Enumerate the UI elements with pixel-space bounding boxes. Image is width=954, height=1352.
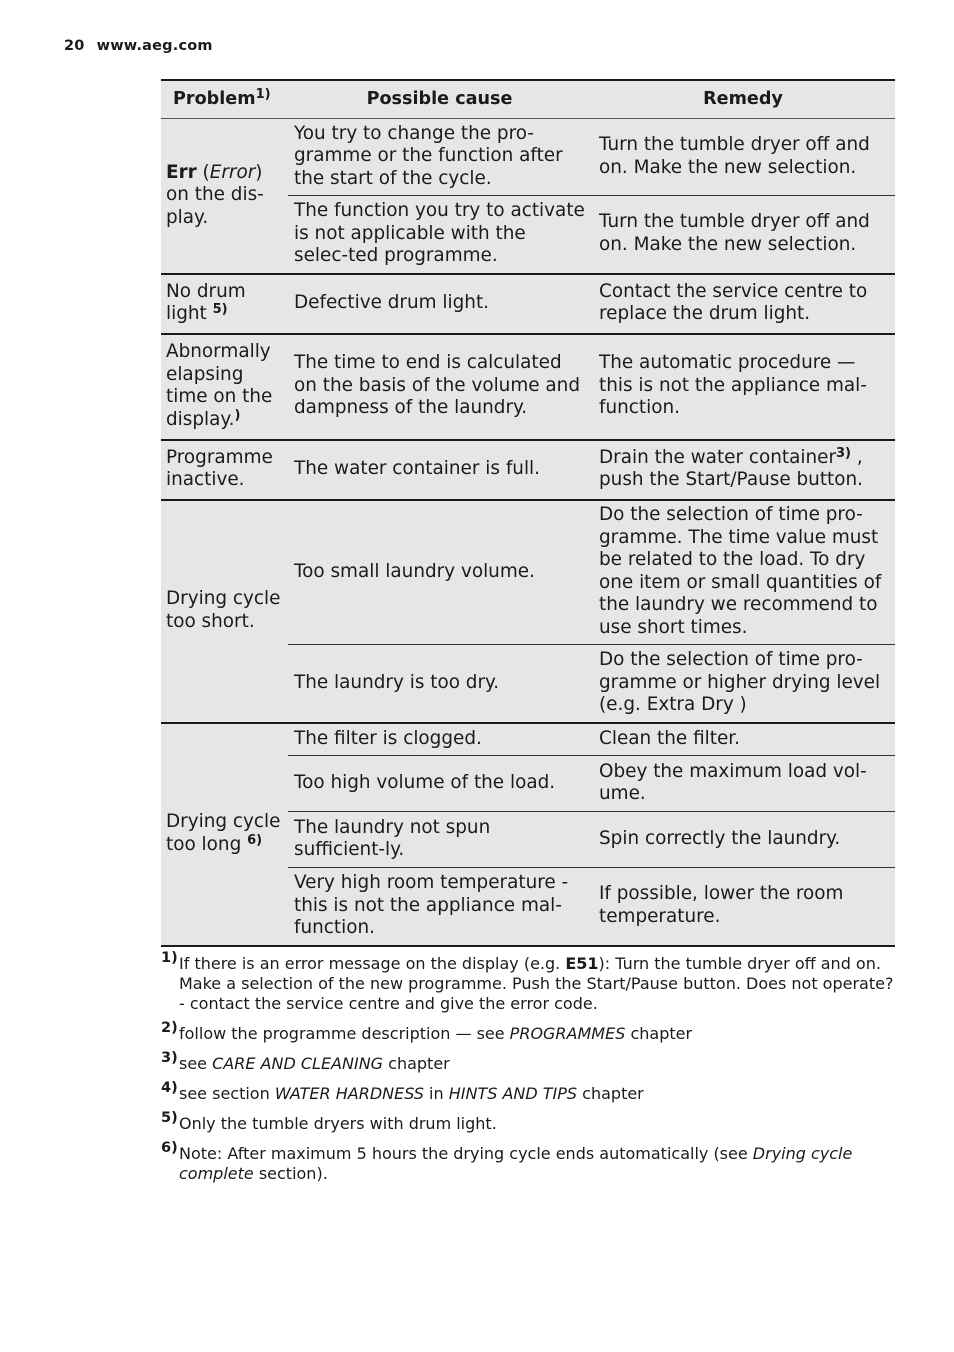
- footnote: [161, 1140, 895, 1184]
- footnote-text: Note: After maximum 5 hours the drying cycle ends automatically (see Drying cycle complete section).: [179, 1144, 853, 1183]
- remedy-cell: Spin correctly the laundry.: [591, 812, 895, 868]
- footnote-mark: 3): [161, 1050, 178, 1066]
- cause-cell: Too high volume of the load.: [288, 756, 591, 812]
- header-problem-footnote: 1): [255, 87, 271, 103]
- remedy-cell: Clean the filter.: [591, 723, 895, 756]
- remedy-cell: Drain the water container$^{3)}$ , push the Start/Pause button.: [591, 440, 895, 500]
- header-problem: Problem$^{1)}$: [161, 80, 288, 119]
- footnote-text: Only the tumble dryers with drum light.: [179, 1114, 497, 1133]
- footnote-text: see CARE AND CLEANING chapter: [179, 1054, 450, 1073]
- problem-cell: Abnormally elapsing time on the display.): [161, 334, 288, 440]
- problem-cell: Drying cycle too long $^{6)}$: [161, 723, 288, 946]
- footnote-mark: 2): [161, 1020, 178, 1036]
- cause-cell: The laundry is too dry.: [288, 645, 591, 723]
- problem-footnote: ): [234, 407, 241, 423]
- footnote: [161, 1050, 895, 1074]
- table-row: [161, 500, 895, 645]
- footnote-text: see section WATER HARDNESS in HINTS AND TIPS chapter: [179, 1084, 644, 1103]
- cause-cell: You try to change the pro-gramme or the function after the start of the cycle.: [288, 119, 591, 196]
- remedy-cell: Do the selection of time pro-gramme or higher drying level (e.g. Extra Dry ): [591, 645, 895, 723]
- problem-footnote: 6): [247, 832, 263, 848]
- remedy-cell: Obey the maximum load vol-ume.: [591, 756, 895, 812]
- table-row: [161, 723, 895, 756]
- footnote-text: If there is an error message on the display (e.g. E51): Turn the tumble dryer off and on. Make a selection of the new programme. Push the Start/Pause button. Does not operate? - contact the service centre and give the error code.: [179, 954, 894, 1013]
- remedy-footnote: 3): [836, 445, 852, 461]
- cause-cell: The filter is clogged.: [288, 723, 591, 756]
- cause-cell: The time to end is calculated on the basis of the volume and dampness of the laundry.: [288, 334, 591, 440]
- footnote: [161, 1020, 895, 1044]
- cause-cell: Defective drum light.: [288, 274, 591, 334]
- footnote-mark: 6): [161, 1140, 178, 1156]
- header-cause: Possible cause: [288, 80, 591, 119]
- table-row: [161, 274, 895, 334]
- problem-cell: Err (Error) on the dis-play.: [161, 119, 288, 274]
- footnote: [161, 950, 895, 1014]
- remedy-cell: If possible, lower the room temperature.: [591, 868, 895, 946]
- remedy-cell: The automatic procedure — this is not the appliance mal-function.: [591, 334, 895, 440]
- troubleshooting-table: [161, 79, 895, 947]
- footnote-mark: 5): [161, 1110, 178, 1126]
- table-row: [161, 440, 895, 500]
- problem-cell: Drying cycle too short.: [161, 500, 288, 723]
- remedy-cell: Turn the tumble dryer off and on. Make the new selection.: [591, 119, 895, 196]
- footnote-text: follow the programme description — see PROGRAMMES chapter: [179, 1024, 693, 1043]
- page-number: 20: [64, 38, 85, 54]
- page-header: [64, 38, 213, 54]
- problem-cell: Programme inactive.: [161, 440, 288, 500]
- cause-cell: The laundry not spun sufficient-ly.: [288, 812, 591, 868]
- header-remedy: Remedy: [591, 80, 895, 119]
- problem-footnote: 5): [212, 302, 228, 317]
- remedy-cell: Contact the service centre to replace the drum light.: [591, 274, 895, 334]
- footnote-mark: 1): [161, 950, 178, 966]
- website-url: www.aeg.com: [96, 38, 213, 54]
- table-row: [161, 334, 895, 440]
- problem-cell: No drum light $^{5)}$: [161, 274, 288, 334]
- footnotes: [161, 950, 895, 1190]
- table-header-row: [161, 80, 895, 119]
- cause-cell: Very high room temperature - this is not the appliance mal-function.: [288, 868, 591, 946]
- footnote: [161, 1080, 895, 1104]
- cause-cell: Too small laundry volume.: [288, 500, 591, 645]
- cause-cell: The water container is full.: [288, 440, 591, 500]
- footnote-mark: 4): [161, 1080, 178, 1096]
- table-row: [161, 119, 895, 196]
- remedy-cell: Turn the tumble dryer off and on. Make the new selection.: [591, 196, 895, 274]
- remedy-cell: Do the selection of time pro-gramme. The time value must be related to the load. To dry one item or small quantities of the laundry we recommend to use short times.: [591, 500, 895, 645]
- cause-cell: The function you try to activate is not applicable with the selec-ted programme.: [288, 196, 591, 274]
- footnote: [161, 1110, 895, 1134]
